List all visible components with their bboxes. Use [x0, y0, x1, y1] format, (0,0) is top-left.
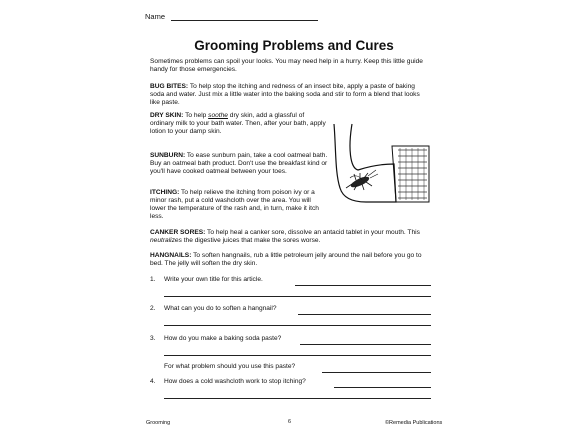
name-label: Name [145, 12, 166, 21]
dry-skin-paragraph [150, 112, 328, 136]
question-2 [150, 305, 277, 312]
question-number: 2. [150, 305, 156, 312]
bug-bites-text: To help stop the itching and redness of an insect bite, apply a paste of baking soda and water. Just mix a little water into the baking soda and stir to form a blend that looks like paste. [150, 83, 420, 107]
question-text: For what problem should you use this paste? [164, 363, 296, 370]
footer-left: Grooming [146, 420, 171, 426]
page-title: Grooming Problems and Cures [194, 38, 394, 53]
answer-line-2b[interactable] [164, 324, 431, 326]
question-4 [150, 378, 306, 385]
sunburn-text: To ease sunburn pain, take a cool oatmeal bath. Buy an oatmeal bath product. Don't use the breakfast kind or you'll have cooked oatmeal between your toes. [150, 152, 328, 176]
answer-line-4a[interactable] [334, 386, 431, 388]
name-field [145, 12, 318, 21]
answer-line-2a[interactable] [298, 313, 431, 315]
question-3 [150, 335, 281, 342]
dry-skin-label: DRY SKIN: [150, 112, 184, 119]
question-number: 4. [150, 378, 156, 385]
question-number: 1. [150, 276, 156, 283]
question-text: Write your own title for this article. [164, 276, 263, 283]
hangnails-label: HANGNAILS: [150, 252, 192, 259]
question-text: What can you do to soften a hangnail? [164, 305, 277, 312]
canker-sores-text-a: To help heal a canker sore, dissolve an antacid tablet in your mouth. This [207, 229, 420, 236]
sunburn-label: SUNBURN: [150, 152, 186, 159]
dry-skin-text-a: To help [185, 112, 209, 119]
sleeve-drawing [392, 146, 429, 202]
answer-line-1b[interactable] [164, 295, 431, 297]
answer-line-3b[interactable] [164, 354, 431, 356]
canker-sores-emphasis: neutralizes [150, 237, 182, 245]
canker-sores-label: CANKER SORES: [150, 229, 206, 236]
page-number: 6 [288, 419, 292, 425]
arm-bug-illustration [330, 118, 435, 213]
question-text: How do you make a baking soda paste? [164, 335, 282, 342]
itching-text: To help relieve the itching from poison ivy or a minor rash, put a cold washcloth over the area. You will lower the temperature of the rash and, in turn, make it itch less. [150, 189, 319, 221]
dry-skin-text-b: dry skin, add a glassful of ordinary milk to your bath water. Then, after your bath, apply lotion to your damp skin. [150, 112, 326, 136]
question-number: 3. [150, 335, 156, 342]
intro-paragraph: Sometimes problems can spoil your looks. You may need help in a hurry. Keep this little guide handy for those emergencies. [150, 58, 423, 74]
answer-line-3c[interactable] [322, 371, 431, 373]
question-3b [164, 363, 295, 370]
answer-line-1a[interactable] [295, 284, 431, 286]
question-text: How does a cold washcloth work to stop itching? [164, 378, 306, 385]
answer-line-4b[interactable] [164, 397, 431, 399]
dry-skin-emphasis: soothe [208, 112, 228, 119]
sunburn-paragraph [150, 152, 328, 176]
question-1 [150, 276, 263, 283]
hangnails-paragraph [150, 252, 430, 268]
insect-icon [346, 170, 378, 190]
bug-bites-paragraph [150, 83, 430, 107]
answer-line-3a[interactable] [300, 343, 431, 345]
name-line[interactable] [171, 12, 318, 21]
itching-paragraph [150, 189, 328, 221]
canker-sores-text-b: the digestive juices that make the sores worse. [181, 237, 321, 245]
footer-publisher: ©Remedia Publications [385, 420, 443, 426]
hangnails-text: To soften hangnails, rub a little petroleum jelly around the nail before you go to bed. The jelly will soften the dry skin. [150, 252, 422, 268]
arm-outline [334, 124, 396, 202]
bug-bites-label: BUG BITES: [150, 83, 189, 90]
itching-label: ITCHING: [150, 189, 180, 196]
canker-sores-paragraph [150, 229, 430, 245]
